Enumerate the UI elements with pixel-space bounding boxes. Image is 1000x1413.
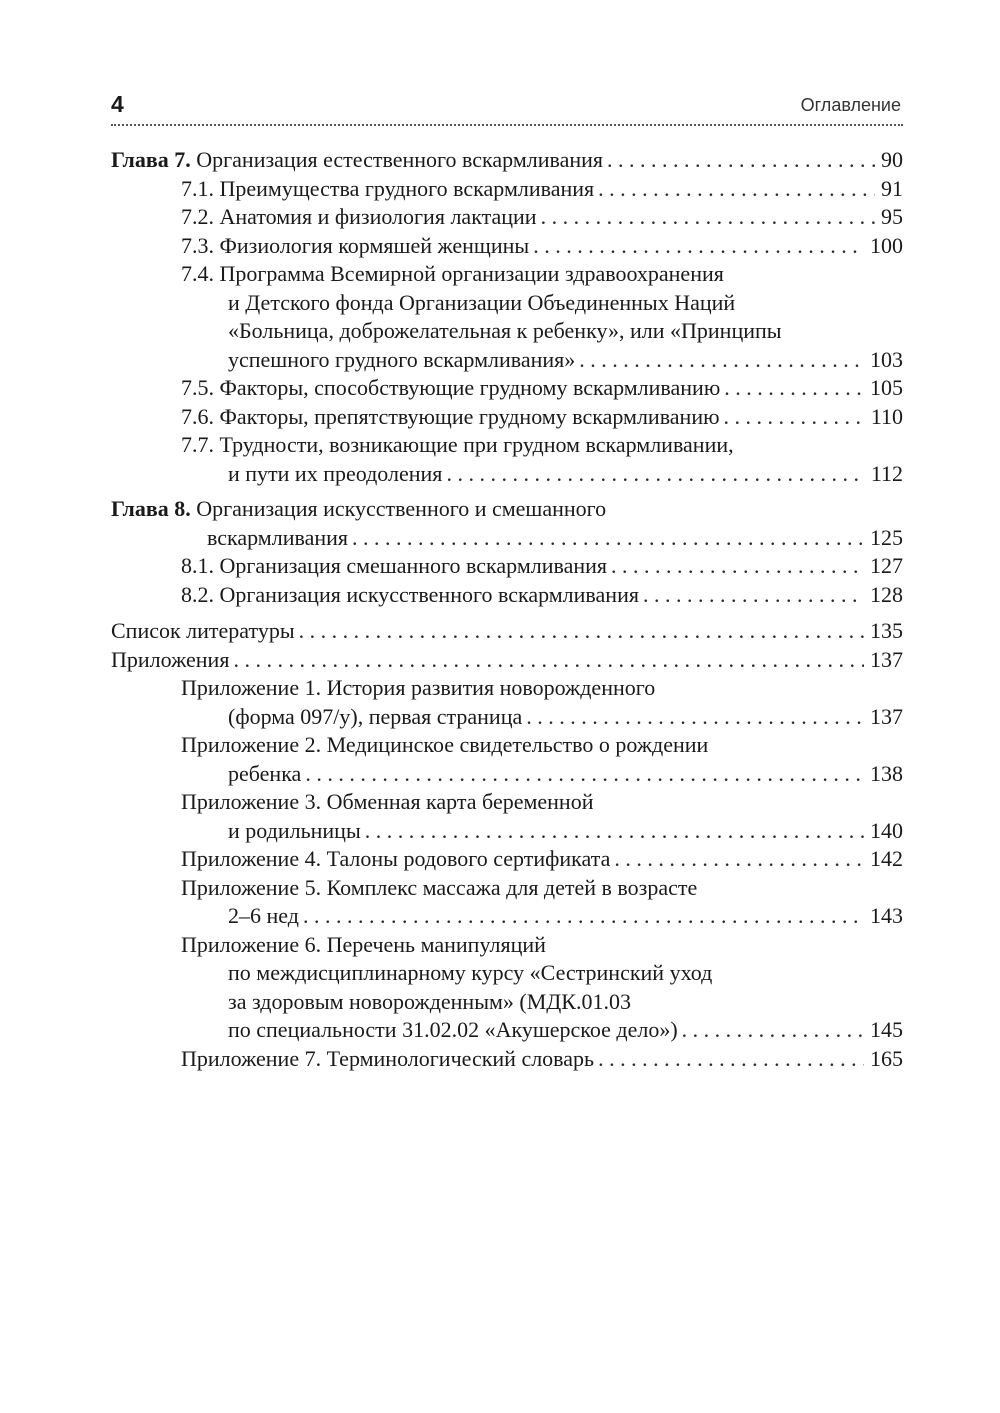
toc-entry-7-1[interactable]: [111, 175, 903, 204]
dot-leader: [614, 845, 864, 874]
dot-leader: [533, 232, 864, 261]
dot-leader: [446, 460, 864, 489]
section-title: Преимущества грудного вскармливания: [219, 175, 595, 201]
toc-entry-chapter-8[interactable]: [111, 495, 903, 552]
appendix-title-line-1: Приложение 2. Медицинское свидетельство о рождении: [181, 732, 709, 757]
toc-entry-8-2[interactable]: [111, 581, 903, 610]
appendix-title: Приложение 4. Талоны родового сертификата: [181, 846, 611, 871]
section-number: 7.6.: [181, 403, 214, 429]
page-ref: 165: [870, 1045, 903, 1071]
appendix-title-line-1: Приложение 1. История развития новорожденного: [181, 675, 656, 700]
dot-leader: [724, 374, 864, 403]
dot-leader: [352, 524, 864, 553]
appendix-title-line-1: Приложение 3. Обменная карта беременной: [181, 789, 594, 814]
page-ref: 140: [870, 817, 903, 843]
appendix-title-line-2: (форма 097/у), первая страница: [228, 703, 523, 729]
toc-entry-8-1[interactable]: [111, 552, 903, 581]
page-ref: 112: [870, 460, 903, 486]
toc-entry-chapter-7[interactable]: [111, 146, 903, 175]
appendix-title-line-1: Приложение 6. Перечень манипуляций: [181, 931, 546, 957]
section-title: Организация смешанного вскармливания: [219, 553, 608, 578]
section-title-line-2: и пути их преодоления: [228, 460, 443, 486]
appendix-title-line-3: за здоровым новорожденным» (МДК.01.03: [228, 988, 631, 1014]
section-number: 7.2.: [181, 204, 214, 229]
toc-entry-7-7[interactable]: [111, 431, 903, 488]
dot-leader: [607, 146, 875, 175]
toc-entry-7-6[interactable]: [111, 403, 903, 432]
header-dotted-rule: [111, 124, 903, 126]
section-title-line-3: «Больница, доброжелательная к ребенку», или «Принципы: [228, 318, 782, 343]
toc-entry-7-4[interactable]: [111, 260, 903, 374]
dot-leader: [611, 552, 864, 581]
running-title: Оглавление: [800, 95, 901, 115]
section-title: Организация искусственного вскармливания: [219, 581, 639, 607]
section-number: 7.3.: [181, 232, 214, 258]
dot-leader: [233, 646, 864, 675]
dot-leader: [724, 403, 865, 432]
appendix-title-line-2: по междисциплинарному курсу «Сестринский уход: [228, 960, 713, 985]
entry-title: Список литературы: [111, 618, 295, 643]
page-ref: 110: [870, 403, 903, 429]
chapter-label: Глава 7.: [111, 147, 191, 172]
dot-leader: [365, 817, 864, 846]
page-ref: 142: [870, 846, 903, 871]
chapter-title-line-2: вскармливания: [207, 524, 349, 550]
page-ref: 103: [870, 346, 903, 372]
section-title: Факторы, препятствующие грудному вскармливанию: [219, 403, 720, 429]
appendix-title-line-2: ребенка: [228, 760, 302, 786]
page-ref: 143: [870, 903, 903, 928]
page-ref: 145: [870, 1017, 903, 1042]
chapter-title-line-1: Организация искусственного и смешанного: [196, 496, 607, 521]
toc-entry-literature[interactable]: [111, 617, 903, 646]
page-ref: 128: [870, 581, 903, 607]
page-ref: 125: [870, 524, 903, 550]
dot-leader: [598, 175, 875, 204]
chapter-label: Глава 8.: [111, 496, 191, 521]
section-number: 8.1.: [181, 553, 214, 578]
page-ref: 91: [881, 175, 903, 201]
page-header: [111, 88, 901, 128]
section-title: Факторы, способствующие грудному вскармливанию: [219, 375, 721, 400]
section-title-line-4: успешного грудного вскармливания»: [228, 346, 576, 372]
appendix-title-line-1: Приложение 5. Комплекс массажа для детей в возрасте: [181, 874, 698, 900]
table-of-contents: [111, 146, 903, 1073]
toc-entry-7-3[interactable]: [111, 232, 903, 261]
section-title: Анатомия и физиология лактации: [219, 204, 537, 229]
section-number: 8.2.: [181, 581, 214, 607]
page-ref: 100: [870, 232, 903, 258]
section-number: 7.5.: [181, 375, 214, 400]
section-number: 7.1.: [181, 175, 214, 201]
toc-entry-appendix-5[interactable]: [111, 874, 903, 931]
appendix-title-line-2: 2–6 нед: [228, 903, 299, 928]
page-ref: 95: [881, 204, 903, 229]
section-title-line-1: Трудности, возникающие при грудном вскармливании,: [219, 432, 734, 457]
page-ref: 105: [870, 375, 903, 400]
section-number: 7.7.: [181, 432, 214, 457]
dot-leader: [579, 346, 864, 375]
section-title: Физиология кормяшей женщины: [219, 232, 530, 258]
dot-leader: [598, 1045, 864, 1074]
appendix-title: Приложение 7. Терминологический словарь: [181, 1045, 595, 1071]
page-ref: 127: [870, 553, 903, 578]
dot-leader: [526, 703, 864, 732]
page-number: 4: [111, 91, 124, 117]
toc-entry-appendix-1[interactable]: [111, 674, 903, 731]
section-title-line-2: и Детского фонда Организации Объединенных Наций: [228, 289, 736, 315]
chapter-title: Организация естественного вскармливания: [196, 147, 604, 172]
section-number: 7.4.: [181, 261, 214, 286]
page-ref: 137: [870, 703, 903, 729]
appendix-title-line-4: по специальности 31.02.02 «Акушерское дело»): [228, 1017, 678, 1042]
toc-entry-appendix-3[interactable]: [111, 788, 903, 845]
toc-entry-7-5[interactable]: [111, 374, 903, 403]
toc-entry-7-2[interactable]: [111, 203, 903, 232]
toc-entry-appendices[interactable]: [111, 646, 903, 675]
dot-leader: [305, 760, 864, 789]
toc-entry-appendix-2[interactable]: [111, 731, 903, 788]
section-title-line-1: Программа Всемирной организации здравоохранения: [219, 261, 724, 286]
dot-leader: [299, 617, 864, 646]
toc-entry-appendix-7[interactable]: [111, 1045, 903, 1074]
toc-entry-appendix-6[interactable]: [111, 931, 903, 1045]
dot-leader: [682, 1016, 864, 1045]
page-ref: 135: [870, 618, 903, 643]
page-ref: 137: [870, 646, 903, 672]
appendix-title-line-2: и родильницы: [228, 817, 361, 843]
dot-leader: [541, 203, 875, 232]
entry-title: Приложения: [111, 646, 230, 672]
page-ref: 90: [881, 147, 903, 172]
toc-entry-appendix-4[interactable]: [111, 845, 903, 874]
dot-leader: [303, 902, 864, 931]
page-ref: 138: [870, 760, 903, 786]
dot-leader: [643, 581, 864, 610]
